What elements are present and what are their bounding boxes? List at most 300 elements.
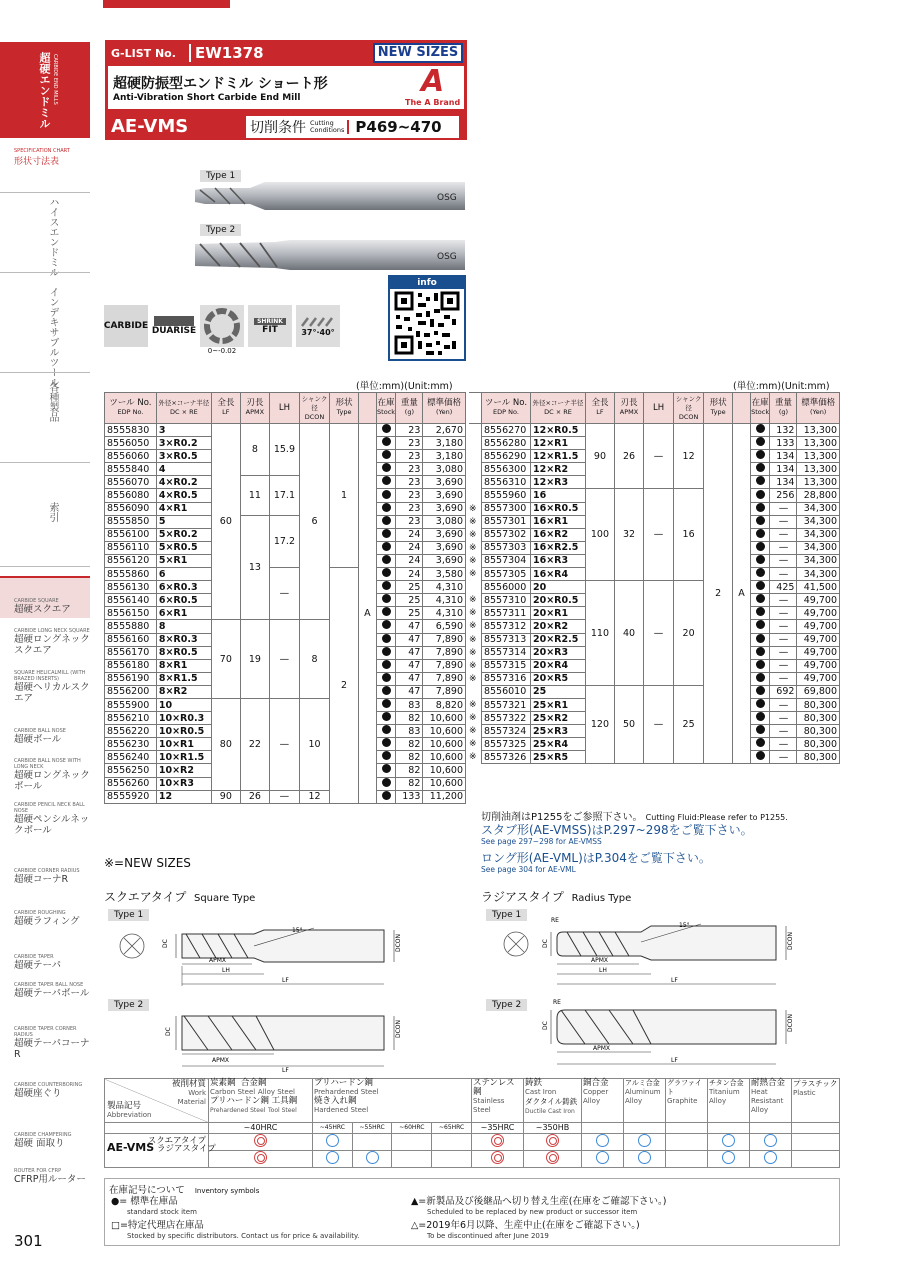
- dc-cell: 16×R2.5: [530, 541, 585, 554]
- cutting-conditions-link[interactable]: [246, 116, 459, 138]
- material-head: [172, 1080, 206, 1107]
- mat-carbon-jp: 炭素鋼: [210, 1078, 236, 1088]
- price-cell: 8,820: [423, 698, 466, 711]
- mat-col-castiron: [524, 1079, 582, 1123]
- weight-cell: 24: [396, 568, 423, 581]
- table-row[interactable]: [469, 581, 840, 594]
- stock-cell: [376, 607, 396, 620]
- sidebar: [0, 42, 90, 1232]
- sidebar-item-long-neck-square[interactable]: [14, 628, 90, 656]
- stock-cell: [750, 424, 770, 437]
- price-cell: 3,690: [423, 476, 466, 489]
- stock-cell: [376, 764, 396, 777]
- sidebar-item-index[interactable]: 索引: [47, 502, 58, 522]
- spec-table-right: [469, 392, 840, 764]
- dcon-cell: 25: [674, 685, 704, 764]
- sidebar-item-en: CARBIDE CORNER RADIUS: [14, 868, 80, 874]
- edp-cell: 8557316: [481, 672, 530, 685]
- sidebar-item-chamfering[interactable]: [14, 1132, 90, 1149]
- apmx-cell: 32: [614, 489, 643, 581]
- col-weight-en: (g): [778, 408, 789, 416]
- lf-cell: 100: [585, 489, 614, 581]
- material-corner: [105, 1079, 209, 1123]
- price-cell: 13,300: [797, 463, 840, 476]
- price-cell: 7,890: [423, 633, 466, 646]
- weight-cell: 133: [770, 437, 797, 450]
- weight-cell: —: [770, 751, 797, 764]
- suit-cell: [750, 1151, 792, 1168]
- sidebar-item-en: CARBIDE ROUGHING: [14, 910, 66, 916]
- lh-cell: —: [269, 790, 299, 803]
- radius-type-en: Radius Type: [571, 893, 632, 904]
- stock-dot-icon: [382, 503, 391, 512]
- price-cell: 3,690: [423, 502, 466, 515]
- legend-replace-jp: ▲=新製品及び後継品へ切り替え生産(在庫をご確認下さい。): [411, 1196, 667, 1207]
- stock-cell: [376, 581, 396, 594]
- dcon-cell: 10: [299, 698, 329, 790]
- lf-cell: 110: [585, 581, 614, 686]
- table-row[interactable]: [105, 698, 466, 711]
- tolerance-icon: [200, 305, 244, 355]
- weight-cell: 24: [396, 554, 423, 567]
- stock-dot-icon: [756, 450, 765, 459]
- col-mark: [469, 393, 481, 424]
- dc-cell: 6×R0.5: [156, 594, 211, 607]
- divider: [0, 566, 90, 567]
- drawing-label-sq-t2: Type 2: [108, 999, 149, 1011]
- edp-cell: 8556240: [105, 751, 157, 764]
- new-size-mark: ※: [469, 621, 477, 632]
- weight-cell: 256: [770, 489, 797, 502]
- excellent-mark: [254, 1134, 267, 1147]
- type-cell: 1: [330, 424, 359, 568]
- shrink-label: SHRINK: [254, 318, 286, 325]
- col-weight-en: (g): [404, 408, 414, 416]
- dc-cell: 8×R1: [156, 659, 211, 672]
- col-dcon-en: DCON: [678, 412, 699, 421]
- stock-dot-icon: [756, 620, 765, 629]
- lh-cell: —: [269, 620, 299, 699]
- good-mark: [722, 1151, 735, 1164]
- table-row[interactable]: [105, 424, 466, 437]
- stock-dot-icon: [756, 568, 765, 577]
- sidebar-item-en: SQUARE HELICALMILL (WITH BRAZED INSERTS): [14, 670, 86, 682]
- col-lf: [585, 393, 614, 424]
- sidebar-item-counterboring[interactable]: [14, 1082, 90, 1099]
- legend-discontinued-en: To be discontinued after June 2019: [427, 1232, 549, 1240]
- stock-cell: [376, 698, 396, 711]
- table-row[interactable]: [105, 476, 466, 489]
- mat-heat-jp: 耐熱合金: [751, 1078, 786, 1088]
- dim-lf: LF: [282, 977, 289, 984]
- sidebar-item-jp: 超硬テーパボール: [14, 988, 90, 999]
- table-row[interactable]: [105, 515, 466, 528]
- stock-dot-icon: [382, 516, 391, 525]
- brand-logo: A: [421, 64, 445, 99]
- price-cell: 3,690: [423, 528, 466, 541]
- cutting-en-1: Cutting: [310, 119, 334, 127]
- stock-dot-icon: [382, 620, 391, 629]
- new-sizes-badge: NEW SIZES: [373, 43, 463, 63]
- suit-cell: [209, 1134, 313, 1151]
- col-apmx-jp: 刃長: [620, 398, 638, 408]
- stock-cell: [750, 620, 770, 633]
- sidebar-item-pencil-neck[interactable]: [14, 802, 90, 836]
- material-table: [104, 1078, 840, 1168]
- inventory-title: [109, 1182, 259, 1196]
- cutting-en-2: Conditions: [310, 126, 345, 134]
- weight-cell: 23: [396, 437, 423, 450]
- table-row[interactable]: [469, 424, 840, 437]
- dc-cell: 20: [530, 581, 585, 594]
- mat-heat-en: Heat Resistant Alloy: [751, 1088, 784, 1114]
- dc-cell: 5×R0.2: [156, 528, 211, 541]
- sidebar-item-long-neck-ball[interactable]: [14, 758, 90, 792]
- stock-cell: [376, 476, 396, 489]
- price-cell: 4,310: [423, 607, 466, 620]
- stub-note[interactable]: スタブ形(AE-VMSS)はP.297~298をご覧下さい。: [481, 823, 753, 837]
- col-stock-jp: 在庫: [751, 398, 769, 408]
- col-stock-en: Stock: [751, 408, 770, 416]
- col-edp-en: EDP No.: [117, 408, 144, 416]
- weight-cell: —: [770, 568, 797, 581]
- fluid-note-jp: 切削油剤はP1255をご参照下さい。: [481, 812, 643, 823]
- price-cell: 49,700: [797, 594, 840, 607]
- drawing-label-rd-t2: Type 2: [486, 999, 527, 1011]
- dim-lf: LF: [671, 1057, 678, 1064]
- dc-cell: 20×R4: [530, 659, 585, 672]
- new-size-mark: ※: [469, 713, 477, 724]
- material-head-jp: 被削材質: [171, 1079, 206, 1089]
- dc-cell: 25×R4: [530, 738, 585, 751]
- stock-cell: [376, 594, 396, 607]
- col-stock-group: [359, 393, 377, 424]
- mat-graphite-en: Graphite: [667, 1097, 698, 1105]
- new-size-mark: ※: [469, 634, 477, 645]
- weight-cell: 83: [396, 725, 423, 738]
- col-type-jp: 形状: [709, 398, 727, 408]
- stock-dot-icon: [756, 660, 765, 669]
- edp-cell: 8556290: [481, 450, 530, 463]
- table-row[interactable]: [469, 489, 840, 502]
- long-note[interactable]: ロング形(AE-VML)はP.304をご覧下さい。: [481, 851, 711, 865]
- weight-cell: 47: [396, 672, 423, 685]
- sidebar-item-hss[interactable]: ハイスエンドミル: [47, 197, 58, 277]
- sidebar-item-taper[interactable]: [14, 954, 90, 971]
- edp-cell: 8555880: [105, 620, 157, 633]
- dc-cell: 12×R1.5: [530, 450, 585, 463]
- radius-type-heading: [481, 888, 631, 905]
- tool-photo-label-2: Type 2: [200, 224, 241, 236]
- hardness-40: ~40HRC: [209, 1123, 313, 1134]
- col-dcon-en: DCON: [304, 412, 325, 421]
- weight-cell: —: [770, 646, 797, 659]
- sidebar-item-roughing[interactable]: [14, 910, 90, 927]
- edp-cell: 8555860: [105, 568, 157, 581]
- weight-cell: 134: [770, 450, 797, 463]
- suit-cell: [312, 1151, 352, 1168]
- edp-cell: 8556210: [105, 712, 157, 725]
- glist-number: EW1378: [189, 44, 264, 62]
- price-cell: 80,300: [797, 698, 840, 711]
- sidebar-item-en: CARBIDE PENCIL NECK BALL NOSE: [14, 802, 85, 814]
- edp-cell: 8555900: [105, 698, 157, 711]
- dim-dc: DC: [542, 1021, 549, 1030]
- edp-cell: 8557311: [481, 607, 530, 620]
- brand-text: The A Brand: [405, 98, 461, 107]
- stock-dot-icon: [756, 607, 765, 616]
- weight-cell: 83: [396, 698, 423, 711]
- dc-cell: 20×R5: [530, 672, 585, 685]
- col-lh: LH: [644, 393, 674, 424]
- edp-cell: 8557322: [481, 712, 530, 725]
- stock-dot-icon: [756, 673, 765, 682]
- edp-cell: 8556010: [481, 685, 530, 698]
- divider: [0, 272, 90, 273]
- stock-cell: [750, 554, 770, 567]
- sidebar-item-jp: 超硬ペンシルネックボール: [14, 814, 90, 836]
- stock-cell: [750, 515, 770, 528]
- col-stock-group: [733, 393, 751, 424]
- weight-cell: 82: [396, 764, 423, 777]
- price-cell: 10,600: [423, 725, 466, 738]
- weight-cell: 25: [396, 594, 423, 607]
- good-mark: [326, 1134, 339, 1147]
- apmx-cell: 8: [240, 424, 269, 476]
- edp-cell: 8557313: [481, 633, 530, 646]
- dc-cell: 16×R1: [530, 515, 585, 528]
- weight-cell: 23: [396, 476, 423, 489]
- col-stock: [376, 393, 396, 424]
- stock-cell: [376, 437, 396, 450]
- dc-cell: 6×R0.3: [156, 581, 211, 594]
- price-cell: 3,580: [423, 568, 466, 581]
- stock-cell: [376, 672, 396, 685]
- table-header-row: [105, 393, 466, 424]
- dc-cell: 8×R2: [156, 685, 211, 698]
- col-lf-en: LF: [596, 408, 604, 416]
- edp-cell: 8555920: [105, 790, 157, 803]
- stock-dot-icon: [382, 725, 391, 734]
- sidebar-item-jp: 超硬ロングネックスクエア: [14, 634, 90, 656]
- sidebar-item-taper-corner[interactable]: [14, 1026, 90, 1060]
- price-cell: 3,180: [423, 450, 466, 463]
- stock-cell: [750, 581, 770, 594]
- price-cell: 49,700: [797, 633, 840, 646]
- hardness-cell: [708, 1123, 750, 1134]
- sidebar-item-indexable[interactable]: インデキサブルツール: [47, 287, 58, 387]
- stock-dot-icon: [382, 463, 391, 472]
- good-mark: [596, 1134, 609, 1147]
- drawing-label-sq-t1: Type 1: [108, 909, 149, 921]
- stock-cell: [750, 698, 770, 711]
- new-size-mark: [469, 581, 481, 594]
- col-dc-jp: 外径×コーナ半径: [158, 399, 210, 407]
- sidebar-item-jp: CFRP用ルーター: [14, 1174, 86, 1185]
- dc-cell: 20×R2.5: [530, 633, 585, 646]
- sidebar-item-jp: 超硬スクエア: [14, 604, 71, 615]
- sidebar-item-square[interactable]: [14, 598, 90, 615]
- dc-cell: 4×R0.2: [156, 476, 211, 489]
- duarise-label: DUARISE: [151, 326, 197, 336]
- mat-prehard-jp: プリハードン鋼: [210, 1096, 269, 1106]
- stock-cell: [750, 751, 770, 764]
- col-apmx-jp: 刃長: [246, 398, 264, 408]
- stock-dot-icon: [382, 555, 391, 564]
- excellent-mark: [546, 1151, 559, 1164]
- drawing-square-type1: [104, 920, 404, 995]
- col-dcon: [674, 393, 704, 424]
- sidebar-item-en: CARBIDE COUNTERBORING: [14, 1082, 83, 1088]
- mat-alloy-jp: 合金鋼: [240, 1078, 267, 1088]
- price-cell: 34,300: [797, 502, 840, 515]
- stock-dot-icon: [382, 476, 391, 485]
- divider: [0, 372, 90, 373]
- col-weight: [396, 393, 423, 424]
- dc-cell: 5×R1: [156, 554, 211, 567]
- dc-cell: 20×R0.5: [530, 594, 585, 607]
- hardness-60: ~60HRC: [392, 1123, 432, 1134]
- stock-dot-icon: [756, 699, 765, 708]
- dim-apmx: APMX: [209, 957, 227, 964]
- sidebar-item-corner-radius[interactable]: [14, 868, 90, 885]
- mat-ductile-jp: ダクタイル鋳鉄: [525, 1097, 578, 1106]
- stock-cell: [376, 489, 396, 502]
- stock-cell: [376, 424, 396, 437]
- weight-cell: —: [770, 607, 797, 620]
- mat-col-aluminum: [624, 1079, 666, 1123]
- stock-cell: [750, 541, 770, 554]
- mat-prehardened-en: Prehardened Steel: [313, 1088, 379, 1096]
- stock-cell: [376, 738, 396, 751]
- inventory-title-jp: 在庫記号について: [109, 1185, 185, 1196]
- weight-cell: 82: [396, 777, 423, 790]
- sidebar-item-taper-ball[interactable]: [14, 982, 90, 999]
- legend-replace: [411, 1197, 666, 1217]
- suit-cell: [472, 1151, 524, 1168]
- stock-dot-icon: [382, 424, 391, 433]
- stock-cell: [750, 463, 770, 476]
- lh-cell: —: [269, 568, 299, 620]
- col-weight: [770, 393, 797, 424]
- dc-cell: 8: [156, 620, 211, 633]
- info-qr-code[interactable]: [388, 275, 466, 361]
- weight-cell: 23: [396, 502, 423, 515]
- new-size-mark: [469, 450, 481, 463]
- edp-cell: 8556000: [481, 581, 530, 594]
- weight-cell: 47: [396, 685, 423, 698]
- suit-cell: [209, 1151, 313, 1168]
- sidebar-item-cfrp[interactable]: [14, 1168, 90, 1185]
- table-row[interactable]: [105, 620, 466, 633]
- dc-cell: 25×R3: [530, 725, 585, 738]
- sidebar-spec-chart[interactable]: [14, 148, 70, 167]
- edp-cell: 8557301: [481, 515, 530, 528]
- sidebar-item-helical[interactable]: [14, 670, 90, 704]
- edp-cell: 8555830: [105, 424, 157, 437]
- unit-label-right: (単位:mm)(Unit:mm): [733, 381, 830, 392]
- stock-cell: [750, 725, 770, 738]
- edp-cell: 8557302: [481, 528, 530, 541]
- weight-cell: 24: [396, 528, 423, 541]
- price-cell: 10,600: [423, 712, 466, 725]
- price-cell: 3,690: [423, 554, 466, 567]
- dim-apmx: APMX: [212, 1057, 230, 1064]
- weight-cell: 692: [770, 685, 797, 698]
- glist-label: G-LIST No.: [111, 47, 176, 60]
- weight-cell: 133: [396, 790, 423, 803]
- hardness-55: ~55HRC: [352, 1123, 392, 1134]
- hardness-35: ~35HRC: [472, 1123, 524, 1134]
- weight-cell: —: [770, 515, 797, 528]
- table-row[interactable]: [105, 568, 466, 581]
- price-cell: 7,890: [423, 646, 466, 659]
- dc-cell: 25×R2: [530, 712, 585, 725]
- dim-dcon: DCON: [395, 1019, 402, 1038]
- lf-cell: 60: [211, 424, 240, 620]
- good-mark: [638, 1134, 651, 1147]
- edp-cell: 8557310: [481, 594, 530, 607]
- col-lf-jp: 全長: [591, 398, 609, 408]
- price-cell: 10,600: [423, 777, 466, 790]
- table-row[interactable]: [105, 790, 466, 803]
- stock-cell: [750, 437, 770, 450]
- edp-cell: 8556140: [105, 594, 157, 607]
- radius-type-jp: ラジアスタイプ: [481, 890, 564, 904]
- dcon-cell: 20: [674, 581, 704, 686]
- feature-icons: [104, 305, 340, 355]
- new-size-mark: ※: [469, 555, 477, 566]
- dc-cell: 10×R0.3: [156, 712, 211, 725]
- sidebar-active-section[interactable]: [0, 42, 90, 138]
- edp-cell: 8556260: [105, 777, 157, 790]
- col-price: [423, 393, 466, 424]
- sidebar-item-other[interactable]: 各種製品: [47, 382, 58, 422]
- sidebar-item-jp: 超硬コーナR: [14, 874, 69, 885]
- dc-cell: 8×R0.5: [156, 646, 211, 659]
- weight-cell: —: [770, 502, 797, 515]
- stock-cell: [750, 633, 770, 646]
- stock-dot-icon: [756, 738, 765, 747]
- dim-dcon: DCON: [787, 1013, 794, 1032]
- dc-cell: 16×R0.5: [530, 502, 585, 515]
- stock-dot-icon: [382, 778, 391, 787]
- dcon-cell: 12: [674, 424, 704, 489]
- stock-dot-icon: [756, 647, 765, 656]
- legend-standard-jp: ●= 標準在庫品: [111, 1196, 178, 1207]
- weight-cell: —: [770, 633, 797, 646]
- edp-cell: 8557300: [481, 502, 530, 515]
- col-dc-en: DC × RE: [544, 408, 572, 416]
- weight-cell: 25: [396, 581, 423, 594]
- hardness-350hb: ~350HB: [524, 1123, 582, 1134]
- stock-dot-icon: [382, 437, 391, 446]
- dim-apmx: APMX: [591, 957, 609, 964]
- dc-cell: 12×R1: [530, 437, 585, 450]
- stock-dot-icon: [756, 490, 765, 499]
- weight-cell: —: [770, 554, 797, 567]
- coating-swatch: [154, 316, 194, 326]
- sidebar-item-ball[interactable]: [14, 728, 90, 745]
- sidebar-item-jp: 超硬 面取り: [14, 1138, 65, 1149]
- hardness-65: ~65HRC: [432, 1123, 472, 1134]
- legend-specific-en: Stocked by specific distributors. Contact us for price & availability.: [127, 1232, 360, 1240]
- price-cell: 41,500: [797, 581, 840, 594]
- good-mark: [596, 1151, 609, 1164]
- table-row[interactable]: [469, 685, 840, 698]
- lh-cell: —: [644, 424, 674, 489]
- price-cell: 34,300: [797, 515, 840, 528]
